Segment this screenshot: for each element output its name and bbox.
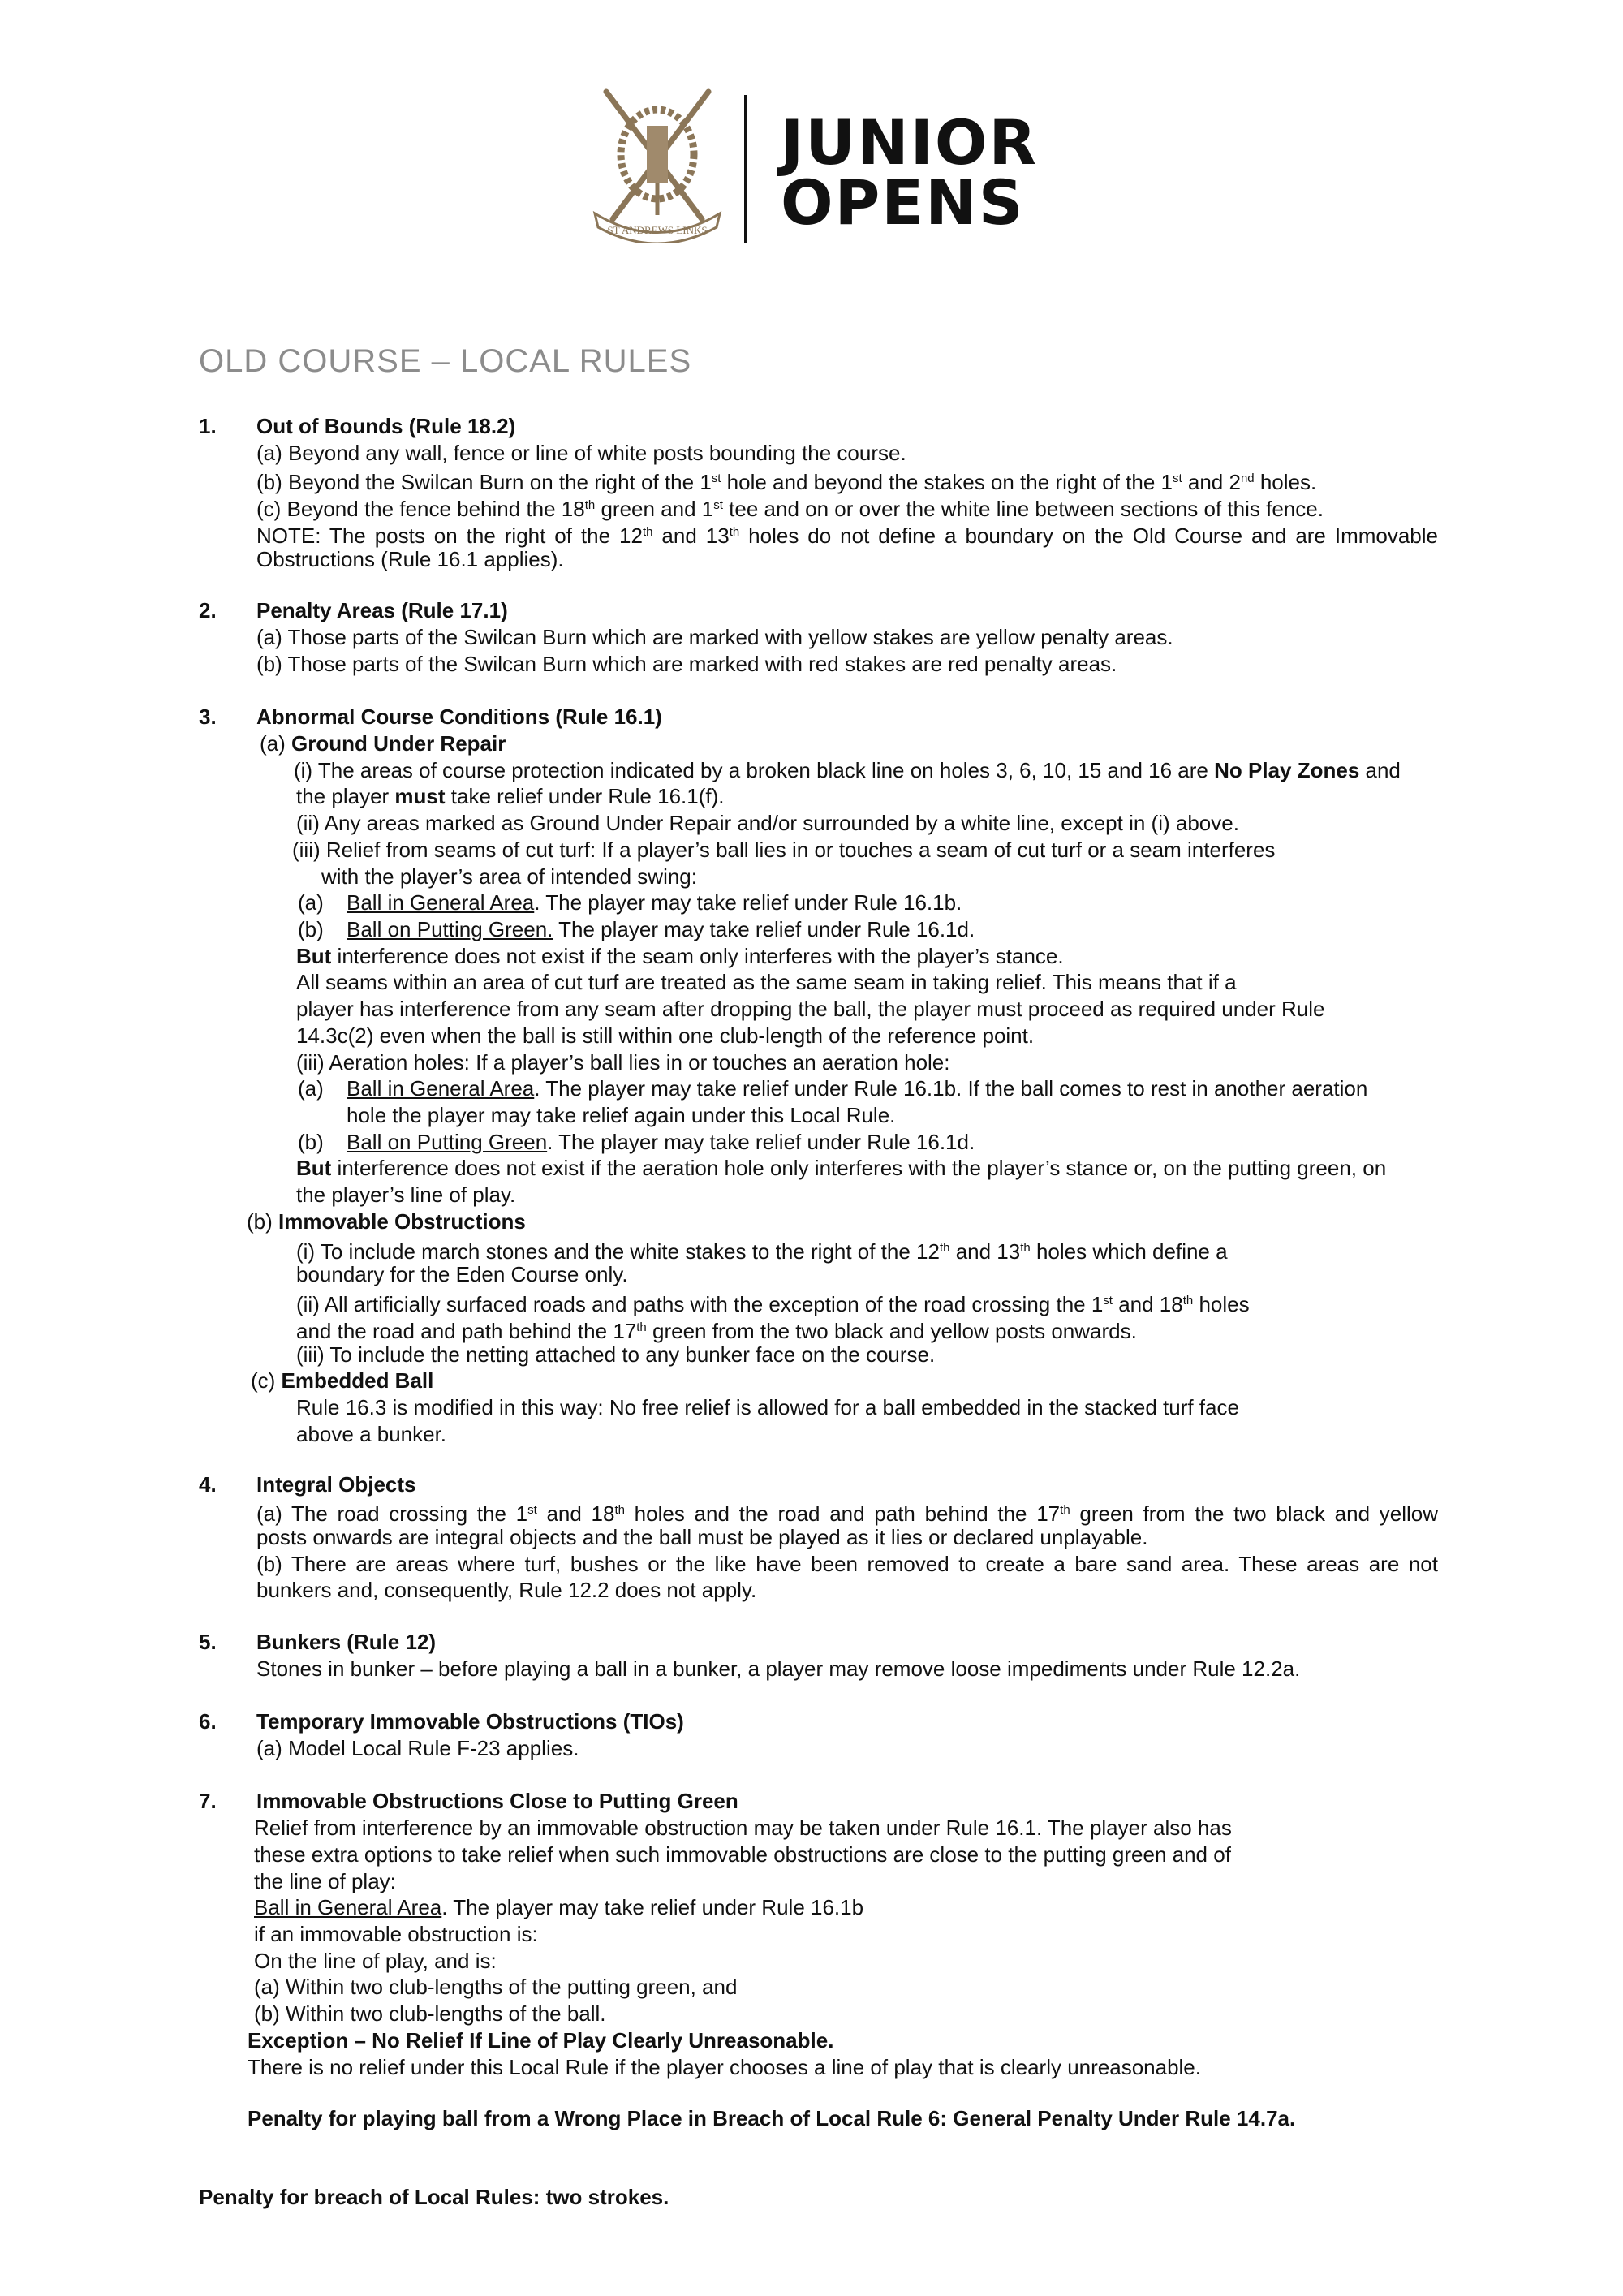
text-segment: (b) <box>298 917 324 941</box>
rule-line <box>298 1129 975 1155</box>
text-segment: . The player may take relief under Rule 16.1d. <box>547 1130 975 1154</box>
text-segment: The player may take relief under Rule 16.1d. <box>553 917 975 941</box>
rule-line <box>256 1551 1438 1577</box>
bold-text: Immovable Obstructions <box>278 1209 526 1234</box>
text-segment: the player’s line of play. <box>296 1182 516 1207</box>
text-segment: if an immovable obstruction is: <box>254 1922 538 1946</box>
text-segment: (iii) Relief from seams of cut turf: If a player’s ball lies in or touches a seam of cut turf or a seam interferes <box>292 838 1276 862</box>
rule-line <box>254 1842 1231 1867</box>
rule-line <box>298 916 975 942</box>
rule-line <box>296 943 1064 969</box>
st-andrews-links-crest-icon <box>588 85 726 243</box>
bold-text: Exception – No Relief If Line of Play Clearly Unreasonable. <box>248 2028 834 2053</box>
superscript: st <box>1103 1294 1113 1307</box>
superscript: th <box>584 498 596 512</box>
text-segment: (b) <box>298 1130 324 1154</box>
bold-text: Ground Under Repair <box>291 731 506 756</box>
text-segment: the player <box>296 784 395 808</box>
bold-text: Penalty for breach of Local Rules: two strokes. <box>199 2185 669 2209</box>
logo-divider <box>744 95 747 243</box>
rule-line <box>256 466 1316 495</box>
rule-line <box>296 1023 1034 1049</box>
bold-text: must <box>394 784 446 808</box>
text-segment: above a bunker. <box>296 1422 447 1446</box>
text-segment: (b) Within two club-lengths of the ball. <box>254 2001 606 2026</box>
text-segment: Obstructions (Rule 16.1 applies). <box>256 547 564 571</box>
superscript: th <box>614 1503 625 1517</box>
section-number: 5. <box>199 1630 217 1654</box>
superscript: th <box>939 1241 950 1255</box>
text-segment: and 13 <box>652 523 730 548</box>
rule-line <box>296 969 1237 995</box>
text-segment: tee and on or over the white line between sections of this fence. <box>722 497 1324 521</box>
text-segment: (a) <box>260 731 291 756</box>
text-segment: the line of play: <box>254 1869 396 1893</box>
rule-line <box>296 1235 1228 1264</box>
text-segment: (iii) To include the netting attached to any bunker face on the course. <box>296 1342 936 1367</box>
rule-line <box>347 1102 895 1128</box>
rule-line <box>254 1921 538 1947</box>
text-segment: player has interference from any seam after dropping the ball, the player must proceed as required under Rule <box>296 997 1325 1021</box>
text-segment: green from the two black and yellow posts onwards. <box>646 1319 1137 1343</box>
text-segment: All seams within an area of cut turf are treated as the same seam in taking relief. This means that if a <box>296 970 1237 994</box>
logo-opens: OPENS <box>781 166 1025 239</box>
rule-line <box>321 864 697 890</box>
text-segment: interference does not exist if the aeration hole only interferes with the player’s stance or, on the putting green, on <box>331 1156 1387 1180</box>
rule-line <box>260 730 506 756</box>
text-segment: holes. <box>1254 470 1317 494</box>
rule-line <box>254 1894 863 1920</box>
rule-line <box>296 810 1239 836</box>
text-segment: and 18 <box>1112 1292 1183 1316</box>
superscript: st <box>711 472 721 485</box>
rule-line <box>254 1948 497 1974</box>
rule-line <box>296 1288 1250 1317</box>
text-segment: bunkers and, consequently, Rule 12.2 does not apply. <box>256 1578 757 1602</box>
underlined-text: Ball on Putting Green. <box>347 917 553 941</box>
rule-line <box>256 1524 1147 1550</box>
rule-line <box>248 2027 833 2053</box>
rule-line <box>254 2001 606 2027</box>
section-number: 4. <box>199 1472 217 1497</box>
rule-line <box>298 890 962 915</box>
rule-line <box>296 1155 1386 1181</box>
text-segment: (a) <box>298 890 324 915</box>
superscript: st <box>1172 472 1182 485</box>
rule-line <box>296 1394 1239 1420</box>
text-segment: posts onwards are integral objects and the ball must be played as it lies or declared unplayable. <box>256 1525 1148 1549</box>
rule-line <box>298 1075 1367 1101</box>
section-heading: Bunkers (Rule 12) <box>256 1630 437 1654</box>
logo-junior: JUNIOR <box>781 106 1039 179</box>
text-segment: and <box>1359 758 1401 782</box>
text-segment: take relief under Rule 16.1(f). <box>445 784 725 808</box>
superscript: th <box>636 1320 647 1334</box>
superscript: th <box>729 525 740 539</box>
text-segment: and 13 <box>949 1239 1021 1264</box>
text-segment: boundary for the Eden Course only. <box>296 1262 628 1286</box>
rule-line <box>256 519 1438 549</box>
rule-line <box>256 1577 756 1603</box>
rule-line <box>296 1342 935 1368</box>
rule-line <box>251 1368 433 1394</box>
superscript: th <box>642 525 653 539</box>
text-segment: (a) Those parts of the Swilcan Burn which are marked with yellow stakes are yellow penalty areas. <box>256 625 1173 649</box>
rule-line <box>296 1182 515 1208</box>
section-heading: Abnormal Course Conditions (Rule 16.1) <box>256 704 662 729</box>
bold-text: But <box>296 944 332 968</box>
section-number: 2. <box>199 598 217 622</box>
text-segment: (ii) All artificially surfaced roads and paths with the exception of the road crossing the 1 <box>296 1292 1104 1316</box>
rule-line <box>292 837 1275 863</box>
superscript: st <box>527 1503 537 1517</box>
text-segment: holes <box>1193 1292 1250 1316</box>
text-segment: Stones in bunker – before playing a ball in a bunker, a player may remove loose impediments under Rule 12.2a. <box>256 1656 1301 1681</box>
rule-line <box>256 1497 1438 1527</box>
text-segment: (b) Those parts of the Swilcan Burn which are marked with red stakes are red penalty areas. <box>256 652 1117 676</box>
text-segment: (b) Beyond the Swilcan Burn on the right of the 1 <box>256 470 712 494</box>
rule-line <box>256 651 1117 677</box>
text-segment: these extra options to take relief when such immovable obstructions are close to the putting green and of <box>254 1842 1231 1867</box>
text-segment: (a) Beyond any wall, fence or line of white posts bounding the course. <box>256 441 906 465</box>
section-number: 1. <box>199 414 217 438</box>
bold-text: Embedded Ball <box>281 1368 434 1393</box>
text-segment: hole and beyond the stakes on the right of the 1 <box>721 470 1173 494</box>
underlined-text: Ball in General Area <box>347 1076 535 1101</box>
rule-line <box>256 1735 579 1761</box>
text-segment: and the road and path behind the 17 <box>296 1319 637 1343</box>
rule-line <box>296 783 725 809</box>
text-segment: holes and the road and path behind the 17 <box>624 1501 1061 1526</box>
rule-line <box>296 1049 950 1075</box>
text-segment: (a) The road crossing the 1 <box>256 1501 528 1526</box>
section-number: 3. <box>199 704 217 729</box>
text-segment: hole the player may take relief again under this Local Rule. <box>347 1103 896 1127</box>
rule-line <box>256 493 1324 522</box>
underlined-text: Ball on Putting Green <box>347 1130 548 1154</box>
underlined-text: Ball in General Area <box>254 1895 442 1919</box>
section-number: 6. <box>199 1709 217 1734</box>
rule-line <box>296 1421 446 1447</box>
text-segment: (c) Beyond the fence behind the 18 <box>256 497 585 521</box>
text-segment: . The player may take relief under Rule 16.1b. If the ball comes to rest in another aeration <box>534 1076 1368 1101</box>
section-heading: Out of Bounds (Rule 18.2) <box>256 414 516 438</box>
text-segment: (b) <box>247 1209 278 1234</box>
text-segment: and 18 <box>536 1501 615 1526</box>
rule-line <box>256 440 906 466</box>
text-segment: Relief from interference by an immovable obstruction may be taken under Rule 16.1. The player also has <box>254 1816 1232 1840</box>
rule-line <box>296 1315 1137 1344</box>
text-segment: (iii) Aeration holes: If a player’s ball lies in or touches an aeration hole: <box>296 1050 950 1075</box>
underlined-text: Ball in General Area <box>347 890 535 915</box>
bold-text: Penalty for playing ball from a Wrong Place in Breach of Local Rule 6: General Penalty Under Rule 14.7a. <box>248 2106 1296 2130</box>
text-segment: (a) <box>298 1076 324 1101</box>
text-segment: holes do not define a boundary on the Old Course and are Immovable <box>739 523 1439 548</box>
text-segment: (a) Model Local Rule F-23 applies. <box>256 1736 579 1760</box>
crest-text: ST ANDREWS LINKS <box>607 224 708 236</box>
rule-line <box>248 2054 1201 2080</box>
rule-line <box>256 546 564 572</box>
section-number: 7. <box>199 1789 217 1813</box>
text-segment: There is no relief under this Local Rule if the player chooses a line of play that is clearly unreasonable. <box>248 2055 1201 2079</box>
rule-line <box>254 1815 1232 1841</box>
text-segment: (b) There are areas where turf, bushes or the like have been removed to create a bare sand area. These areas are not <box>256 1552 1438 1576</box>
text-segment: and 2 <box>1182 470 1241 494</box>
text-segment: (i) The areas of course protection indicated by a broken black line on holes 3, 6, 10, 15 and 16 are <box>294 758 1215 782</box>
rule-line <box>296 996 1324 1022</box>
bold-text: No Play Zones <box>1214 758 1360 782</box>
text-segment: 14.3c(2) even when the ball is still within one club-length of the reference point. <box>296 1023 1035 1048</box>
superscript: th <box>1020 1241 1031 1255</box>
text-segment: Rule 16.3 is modified in this way: No free relief is allowed for a ball embedded in the stacked turf face <box>296 1395 1239 1419</box>
superscript: th <box>1182 1294 1194 1307</box>
text-segment: with the player’s area of intended swing: <box>321 864 697 889</box>
text-segment: NOTE: The posts on the right of the 12 <box>256 523 643 548</box>
text-segment: . The player may take relief under Rule 16.1b <box>441 1895 864 1919</box>
text-segment: green from the two black and yellow <box>1070 1501 1439 1526</box>
text-segment: green and 1 <box>595 497 714 521</box>
rule-line <box>294 757 1401 783</box>
superscript: st <box>713 498 723 512</box>
text-segment: (ii) Any areas marked as Ground Under Repair and/or surrounded by a white line, except in (i) above. <box>296 811 1239 835</box>
superscript: nd <box>1240 472 1255 485</box>
superscript: th <box>1060 1503 1070 1517</box>
rule-line <box>247 1208 526 1234</box>
text-segment: (c) <box>251 1368 282 1393</box>
text-segment: interference does not exist if the seam only interferes with the player’s stance. <box>331 944 1064 968</box>
rule-line <box>248 2105 1295 2131</box>
rule-line <box>256 624 1173 650</box>
section-heading: Penalty Areas (Rule 17.1) <box>256 598 508 622</box>
section-heading: Integral Objects <box>256 1472 416 1497</box>
section-heading: Immovable Obstructions Close to Putting Green <box>256 1789 738 1813</box>
text-segment: (a) Within two club-lengths of the putting green, and <box>254 1975 738 1999</box>
section-heading: Temporary Immovable Obstructions (TIOs) <box>256 1709 684 1734</box>
text-segment: (i) To include march stones and the white stakes to the right of the 12 <box>296 1239 940 1264</box>
page-title: OLD COURSE – LOCAL RULES <box>199 343 692 379</box>
text-segment: holes which define a <box>1030 1239 1228 1264</box>
rule-line <box>254 1974 737 2000</box>
text-segment: On the line of play, and is: <box>254 1949 497 1973</box>
rule-line <box>296 1261 628 1287</box>
rule-line <box>256 1656 1300 1682</box>
rule-line <box>254 1868 396 1894</box>
closing-penalty <box>199 2184 669 2210</box>
text-segment: . The player may take relief under Rule 16.1b. <box>534 890 962 915</box>
bold-text: But <box>296 1156 332 1180</box>
